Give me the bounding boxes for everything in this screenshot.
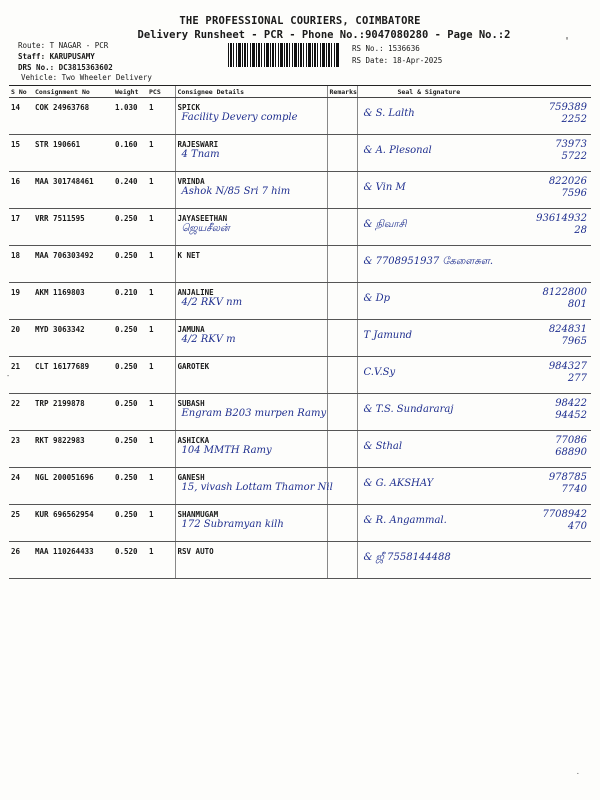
cell-remarks <box>327 505 357 542</box>
cell-signature <box>357 431 591 468</box>
handwritten-address: Engram B203 murpen Ramy <box>181 408 327 419</box>
cell-pcs: 1 <box>147 246 175 283</box>
cell-weight: 0.250 <box>113 505 147 542</box>
drs-label: DRS No.: <box>18 63 55 72</box>
cell-pcs: 1 <box>147 320 175 357</box>
cell-consignee <box>175 135 327 172</box>
consignee-name: ANJALINE <box>177 288 214 297</box>
cell-sno: 18 <box>9 246 33 283</box>
table-row <box>9 320 591 357</box>
cell-sno: 23 <box>9 431 33 468</box>
cell-pcs: 1 <box>147 283 175 320</box>
cell-sno: 20 <box>9 320 33 357</box>
col-header-consignee: Consignee Details <box>175 86 327 98</box>
cell-consignment-no: MAA 110264433 <box>33 542 113 579</box>
handwritten-phone: 984327 277 <box>548 361 587 384</box>
cell-pcs: 1 <box>147 357 175 394</box>
cell-remarks <box>327 172 357 209</box>
cell-signature <box>357 505 591 542</box>
cell-consignee <box>175 246 327 283</box>
handwritten-phone: 822026 7596 <box>548 176 587 199</box>
runsheet-table <box>9 85 591 579</box>
cell-weight: 0.250 <box>113 468 147 505</box>
cell-pcs: 1 <box>147 209 175 246</box>
handwritten-phone: 7708942 470 <box>542 509 587 532</box>
cell-signature <box>357 320 591 357</box>
rs-date-value: 18-Apr-2025 <box>392 56 443 65</box>
cell-signature <box>357 246 591 283</box>
cell-consignee <box>175 542 327 579</box>
handwritten-signature: & நிவாசி <box>363 219 407 230</box>
cell-signature <box>357 98 591 135</box>
cell-pcs: 1 <box>147 468 175 505</box>
handwritten-address: 15, vivash Lottam Thamor Nil <box>181 482 333 493</box>
document-subtitle: Delivery Runsheet - PCR - Phone No.:9047080280 - Page No.:2 <box>137 29 511 41</box>
handwritten-signature: & ஜீ 7558144488 <box>363 552 451 563</box>
handwritten-signature: & 7708951937 கேளைசுள. <box>363 256 494 267</box>
handwritten-address: Facility Devery comple <box>181 112 298 123</box>
table-row <box>9 542 591 579</box>
barcode-image <box>228 43 340 67</box>
handwritten-phone: 77086 68890 <box>555 435 587 458</box>
cell-signature <box>357 468 591 505</box>
cell-weight: 0.520 <box>113 542 147 579</box>
consignee-name: GAROTEK <box>177 362 210 371</box>
rs-date-line <box>352 56 442 65</box>
handwritten-phone: 759389 2252 <box>548 102 587 125</box>
table-row <box>9 394 591 431</box>
cell-pcs: 1 <box>147 98 175 135</box>
cell-pcs: 1 <box>147 542 175 579</box>
cell-remarks <box>327 283 357 320</box>
handwritten-address: 4 Tnam <box>181 149 220 160</box>
cell-signature <box>357 542 591 579</box>
route-value: T NAGAR - PCR <box>49 41 109 50</box>
consignee-name: VRINDA <box>177 177 205 186</box>
cell-remarks <box>327 431 357 468</box>
cell-consignment-no: NGL 200051696 <box>33 468 113 505</box>
margin-mark: . <box>575 768 580 776</box>
handwritten-address: 172 Subramyan kilh <box>181 519 284 530</box>
handwritten-address: 4/2 RKV m <box>181 334 236 345</box>
cell-consignment-no: STR 190661 <box>33 135 113 172</box>
consignee-name: ASHICKA <box>177 436 210 445</box>
table-row <box>9 246 591 283</box>
handwritten-signature: & R. Angammal. <box>363 515 447 526</box>
cell-consignment-no: VRR 7511595 <box>33 209 113 246</box>
cell-sno: 15 <box>9 135 33 172</box>
cell-remarks <box>327 468 357 505</box>
cell-consignee <box>175 283 327 320</box>
consignee-name: RSV AUTO <box>177 547 214 556</box>
cell-remarks <box>327 98 357 135</box>
cell-weight: 0.250 <box>113 209 147 246</box>
handwritten-phone: 8122800 801 <box>542 287 587 310</box>
cell-consignee <box>175 394 327 431</box>
cell-remarks <box>327 542 357 579</box>
cell-signature <box>357 357 591 394</box>
cell-consignment-no: MAA 301748461 <box>33 172 113 209</box>
corner-tick-mark: ' <box>563 36 570 47</box>
cell-pcs: 1 <box>147 431 175 468</box>
cell-sno: 17 <box>9 209 33 246</box>
handwritten-phone: 824831 7965 <box>548 324 587 347</box>
handwritten-signature: & Vin M <box>363 182 406 193</box>
col-header-pcs: PCS <box>147 86 175 98</box>
cell-consignee <box>175 431 327 468</box>
handwritten-address: ஜெயசீலன் <box>181 223 230 234</box>
handwritten-signature: & G. AKSHAY <box>363 478 434 489</box>
cell-weight: 0.210 <box>113 283 147 320</box>
drs-value: DC3815363602 <box>58 63 113 72</box>
vehicle-value: Two Wheeler Delivery <box>61 73 152 82</box>
cell-pcs: 1 <box>147 505 175 542</box>
cell-remarks <box>327 209 357 246</box>
cell-consignment-no: CLT 16177689 <box>33 357 113 394</box>
consignee-name: SUBASH <box>177 399 205 408</box>
cell-weight: 0.160 <box>113 135 147 172</box>
table-row <box>9 431 591 468</box>
handwritten-signature: & Sthal <box>363 441 403 452</box>
cell-consignment-no: TRP 2199878 <box>33 394 113 431</box>
cell-consignee <box>175 209 327 246</box>
cell-remarks <box>327 320 357 357</box>
cell-signature <box>357 209 591 246</box>
cell-consignee <box>175 468 333 505</box>
cell-remarks <box>327 357 357 394</box>
cell-sno: 26 <box>9 542 33 579</box>
cell-consignee <box>175 172 327 209</box>
staff-label: Staff: <box>18 52 46 61</box>
cell-signature <box>357 283 591 320</box>
consignee-name: SPICK <box>177 103 201 112</box>
table-row <box>9 357 591 394</box>
cell-sno: 22 <box>9 394 33 431</box>
cell-signature <box>357 172 591 209</box>
table-row <box>9 468 591 505</box>
handwritten-signature: & T.S. Sundararaj <box>363 404 454 415</box>
cell-consignee <box>175 357 327 394</box>
col-header-remarks: Remarks <box>327 86 357 98</box>
cell-remarks <box>327 135 357 172</box>
cell-weight: 0.250 <box>113 357 147 394</box>
consignee-name: RAJESWARI <box>177 140 219 149</box>
consignee-name: SHANMUGAM <box>177 510 219 519</box>
handwritten-address: Ashok N/85 Sri 7 him <box>181 186 291 197</box>
table-row <box>9 135 591 172</box>
cell-consignment-no: KUR 696562954 <box>33 505 113 542</box>
cell-consignee <box>175 505 327 542</box>
staff-value: KARUPUSAMY <box>49 52 95 61</box>
handwritten-signature: T Jamund <box>363 330 413 341</box>
cell-pcs: 1 <box>147 172 175 209</box>
col-header-sno: S No <box>9 86 33 98</box>
handwritten-signature: & Dp <box>363 293 390 304</box>
table-row <box>9 172 591 209</box>
cell-weight: 0.250 <box>113 431 147 468</box>
route-label: Route: <box>18 41 46 50</box>
staff-line <box>18 52 95 61</box>
handwritten-address: 4/2 RKV nm <box>181 297 243 308</box>
col-header-weight: Weight <box>113 86 147 98</box>
consignee-name: K NET <box>177 251 201 260</box>
margin-mark: - <box>6 372 11 380</box>
cell-weight: 0.250 <box>113 394 147 431</box>
rs-date-label: RS Date: <box>352 56 389 65</box>
drs-line <box>18 63 113 72</box>
handwritten-phone: 93614932 28 <box>536 213 587 236</box>
handwritten-signature: & S. Lalth <box>363 108 415 119</box>
rs-no-label: RS No.: <box>352 44 384 53</box>
consignee-name: JAMUNA <box>177 325 205 334</box>
consignee-name: GANESH <box>177 473 205 482</box>
cell-weight: 0.250 <box>113 246 147 283</box>
cell-signature <box>357 135 591 172</box>
cell-signature <box>357 394 591 431</box>
col-header-consignment: Consignment No <box>33 86 113 98</box>
cell-remarks <box>327 246 357 283</box>
cell-sno: 25 <box>9 505 33 542</box>
cell-remarks <box>327 394 357 431</box>
consignee-name: JAYASEETHAN <box>177 214 228 223</box>
vehicle-line <box>21 73 152 82</box>
col-header-signature: Seal & Signature <box>357 86 591 98</box>
table-row <box>9 98 591 135</box>
cell-pcs: 1 <box>147 394 175 431</box>
handwritten-signature: C.V.Sy <box>363 367 396 378</box>
cell-consignment-no: RKT 9822983 <box>33 431 113 468</box>
cell-weight: 0.250 <box>113 320 147 357</box>
cell-sno: 19 <box>9 283 33 320</box>
table-header-row <box>9 86 591 98</box>
handwritten-phone: 98422 94452 <box>555 398 587 421</box>
cell-consignment-no: AKM 1169803 <box>33 283 113 320</box>
handwritten-signature: & A. Plesonal <box>363 145 432 156</box>
handwritten-address: 104 MMTH Ramy <box>181 445 272 456</box>
cell-sno: 16 <box>9 172 33 209</box>
cell-weight: 0.240 <box>113 172 147 209</box>
vehicle-label: Vehicle: <box>21 73 58 82</box>
cell-sno: 21 <box>9 357 33 394</box>
cell-pcs: 1 <box>147 135 175 172</box>
cell-sno: 14 <box>9 98 33 135</box>
cell-weight: 1.030 <box>113 98 147 135</box>
cell-sno: 24 <box>9 468 33 505</box>
handwritten-phone: 978785 7740 <box>548 472 587 495</box>
table-row <box>9 505 591 542</box>
document-title: THE PROFESSIONAL COURIERS, COIMBATORE <box>179 15 421 27</box>
cell-consignee <box>175 320 327 357</box>
cell-consignee <box>175 98 327 135</box>
handwritten-phone: 73973 5722 <box>555 139 587 162</box>
cell-consignment-no: COK 24963768 <box>33 98 113 135</box>
table-row <box>9 283 591 320</box>
cell-consignment-no: MYD 3063342 <box>33 320 113 357</box>
route-line <box>18 41 108 50</box>
cell-consignment-no: MAA 706303492 <box>33 246 113 283</box>
rs-no-line <box>352 44 420 53</box>
rs-no-value: 1536636 <box>388 44 420 53</box>
table-row <box>9 209 591 246</box>
